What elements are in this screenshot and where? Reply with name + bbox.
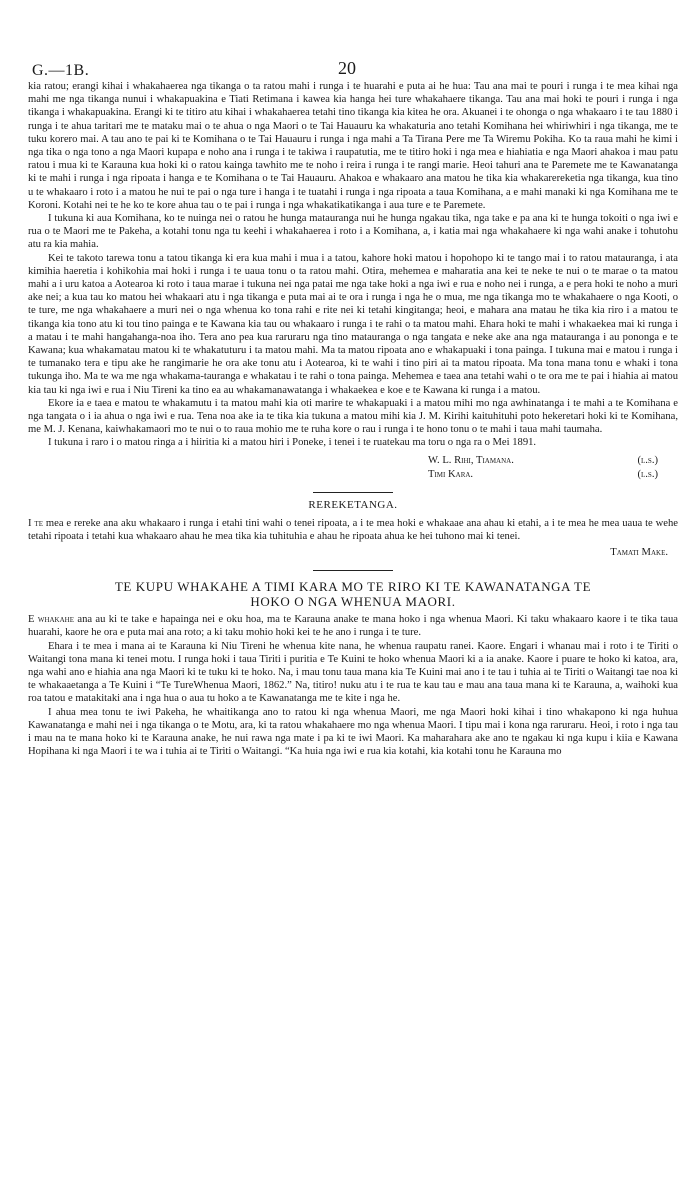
signature-row bbox=[428, 468, 658, 482]
paragraph-text: ana au ki te take e hapainga nei e oku hoa, ma te Karauna anake te mana hoko i nga whenua Maori. Ki taku whakaaro kaore i te tika taua huarahi, kaore he ora e puta mai ana roto; a ki taku mohio hoki kei te he ano i runga i te ture. bbox=[28, 614, 678, 639]
dissent-section bbox=[28, 517, 678, 543]
seal-mark: (l.s.) bbox=[637, 454, 658, 466]
signature-row bbox=[428, 454, 658, 468]
page-header bbox=[28, 0, 678, 80]
signature-block bbox=[428, 454, 678, 482]
heading-line: TE KUPU WHAKAHE A TIMI KARA MO TE RIRO KI TE KAWANATANGA TE bbox=[114, 579, 592, 595]
divider-rule bbox=[313, 570, 393, 571]
protest-section bbox=[28, 613, 678, 758]
document-page bbox=[28, 0, 678, 758]
paragraph-text: mea e rereke ana aku whakaaro i runga i etahi tini wahi o tenei ripoata, a i te mea hoki e whakaae ana ahau ki etahi, a i te mea he mea uaua te wehe tetahi ripoata i tetahi kua whakaaro ahau he mea tika kia tuhituhia e ahau he ripoata ahua ke hei tuhono mai ki tenei. bbox=[28, 517, 678, 542]
section-heading bbox=[28, 579, 678, 609]
paragraph: I ahua mea tonu te iwi Pakeha, he whaitikanga ano to ratou ki nga whenua Maori, me nga Maori hoki kihai i tino whakapono ki nga huhua Kawanatanga e mahi nei i nga tikanga o te Motu, ara, ki ta ratou whakahaere mo nga whenua Maori. I tipu mai i kona nga raruraru. Heoi, i roto i nga tau i mau na te mana hoko ki te Karauna anake, he nui rawa nga mate i pa ki te iwi Maori. Ka maharahara ake ano te ngakau ki nga kupu i kiia e Kawana Hopihana ki nga Maori i te wa i tuhia ai te Tiriti o Waitangi. “Ka huia nga iwi e rua kia kotahi, kia kotahi tonu he Karauna mo bbox=[28, 706, 678, 758]
paragraph-lead: I te bbox=[28, 517, 43, 529]
section-heading: REREKETANGA. bbox=[308, 498, 398, 511]
seal-mark: (l.s.) bbox=[637, 468, 658, 480]
signatory-name: W. L. Rihi, Tiamana. bbox=[428, 454, 514, 466]
paragraph-lead: E whakahe bbox=[28, 614, 74, 626]
signatory-name: Timi Kara. bbox=[428, 468, 474, 480]
heading-line: HOKO O NGA WHENUA MAORI. bbox=[250, 594, 456, 610]
page-reference: G.—1B. bbox=[32, 62, 90, 79]
divider-rule bbox=[313, 492, 393, 493]
paragraph bbox=[28, 517, 678, 543]
paragraph: I tukuna ki aua Komihana, ko te nuinga nei o ratou he hunga matauranga nui he hunga ngakau tika, nga take e pa ana ki te hunga tokoiti o nga iwi e rua o te Maori me te Pakeha, a kotahi tonu nga tu keehi i whakahaerea i roto i a Komihana, a, i katia mai nga whakahaere ki nga wahi anake i tohutohu atu ra kia mahia. bbox=[28, 213, 678, 251]
paragraph: Ehara i te mea i mana ai te Karauna ki Niu Tireni he whenua kite nana, he whenua raupatu ranei. Kaore. Engari i whanau mai i roto i te Tiriti o Waitangi tona mana ki tenei motu. I runga hoki i taua Tiriti i puritia e Te Kuini te hoko whenua Maori ki a ia anake. Kaore i puare te hoko ki katoa, ara, nga wahi ano e hiahia ana nga Maori ki te tuku ki te hoko. Na, i mau tonu taua mana kia Te Kuini mai ano i te tau i tuhia ai te Tiriti o Waitangi tae noa ki te whakaaetanga a Te Kuini i “Te TureWhenua Maori, 1862.” Na, titiro! nuku atu i te rua te kau tau e mau ana taua mana ki te Karauna, a, waihoki kua roa tatou e matakitaki ana i nga hua o aua tu hoko a te Kawanatanga me te kite i nga he. bbox=[28, 640, 678, 705]
paragraph bbox=[28, 613, 678, 639]
page-number: 20 bbox=[338, 58, 356, 78]
paragraph: I tukuna i raro i o matou ringa a i hiiritia ki a matou hiri i Poneke, i tenei i te ruatekau ma toru o nga ra o Mei 1891. bbox=[48, 437, 537, 449]
report-section bbox=[28, 80, 678, 450]
paragraph: Kei te takoto tarewa tonu a tatou tikanga ki era kua mahi i mua i a tatou, kahore hoki matou i hopohopo ki te tango mai i to ratou matauranga, i ata kimihia haeretia i kohikohia mai hoki i runga i te uaua tonu o ta ratou mahi. Otira, mehemea e maharatia ana kei te neke te nui o te marae o ta matou mahi a i uru katoa a Aotearoa ki roto i taua marae i tukuna nei nga patai me nga take hoki a nga iwi e rua e noho nei i runga, a e pera hoki te noho a muri ake nei; a kua tau ko matou hei whakaari atu i nga tikanga e puta mai ai te ora i runga i nga he o mua, me nga tikanga mo te whakahaere o nga Kooti, o te ture, me nga whakahaere a muri nei o nga whenua ko tona rahi e rite nei ki tetahi kingitanga; heoi, e mahara ana matau he tika kia riro i a matou te tikanga kia tono atu ki tou tino painga e te Kawana kia tau ou whakaaro i runga i te rahi o ta matou mahi. Ehara hoki te mahi i whakaekea mai ki runga i a matau i te mahi hangahanga-noa iho. Tera ano pea kua raruraru nga tino matauranga o nga tangata e neke ake ana nga matauranga i au pononga e te Kawana; kua whakamatau matou ki te whakatuturu i ta matou mahi. Ma ta matou ripoata ano e whakapuaki i tona painga. I tukuna mai e matou i runga i te tumanako tera e tipu ake he rangimarie he ora ake tonu atu i Aotearoa, ki te wahi i tino piri ai ta matou ripoata. Ma tona mana tonu e whaki i tona tukunga iho. Ma te wa me nga whakama-tauranga e whakatau i te rahi o tona painga. Mehemea e taea ana tetahi wahi o te ora me te pai i hiahia ai matou kia tau ki nga iwi e rua i Niu Tireni ka tino ea au whakamanawatanga i whakaekea e koe e te Kawana ki runga i a matou. bbox=[28, 252, 678, 396]
signatory-name: Tamati Make. bbox=[610, 547, 668, 559]
paragraph: Ekore ia e taea e matou te whakamutu i ta matou mahi kia oti marire te whakapuaki i a matou mihi mo nga awhinatanga i te mahi a te Komihana e nga tangata o i ia ahua o nga iwi e rua. Tena noa ake ia te tika kia tukuna a matou mihi kia J. M. Kirihi kaituhituhi poto hekeretari hoki ki te Komihana, me M. J. Kenana, kaiwhakamaori mo te nui o to raua mohio me te ruha kore o rau i runga i te hono tonu o te mahi i taua mahi taumaha. bbox=[28, 397, 678, 436]
paragraph: kia ratou; erangi kihai i whakahaerea nga tikanga o ta ratou mahi i runga i te huarahi e puta ai he hua: Tau ana mai te pouri i runga i te mea kihai nga mahi me nga tikanga nunui i whakapuakina e Tiati Retimana i kawea kia hanga hei ture whakahaere tikanga. Tau ana mai hoki te pouri i runga i nga tikanga i whakapuakina. Erangi ki te titiro atu kihai i whakahaerea tetahi tino tikanga kia kitea he ora. Akuanei i te ohonga o nga whakaaro i te tau 1880 i runga i te ahua taritari me te mataku mai o te ahua o nga Maori o te Tai Hauauru ka whakaturia ano tetahi Komihana hei whiriwhiri i nga tikanga, me te tuku korero mai. A tau ano te pai ki te Komihana o te Tai Hauauru i runga i nga mahi a Ta Tirana Pere me Ta Wiremu Pokiha. Ko ta raua mahi he kimi i nga tika o nga tono a nga Maori kupapa e noho ana i runga i te takiwa i raupatutia, me te titiro hoki i nga mea e hiahiatia e nga Maori ahakoa i mau patu ratou i mua ki te Karauna kua hoki ki o ratou kainga tawhito me te noho i reira i runga i te rangi marie. Heoi tahuri ana te Paremete me te Kawanatanga ki te mahi i runga i nga ripoata i hanga e te Komihana o te Tai Hauauru. Ahakoa e whakaaro ana matou he tika kia whakarereketia nga tikanga, kua tino u te whakaaro i roto i a matou he nui te pai o nga ture i hanga i te tuatahi i runga i nga ripoata a taua Komihana, a e mahi manaki ki nga Komihana me te Koroni. Kotahi nei te he ko te kore ahua tau o te pai i runga i nga whakatikatikanga i aua ture e te Paremete. bbox=[28, 81, 678, 211]
